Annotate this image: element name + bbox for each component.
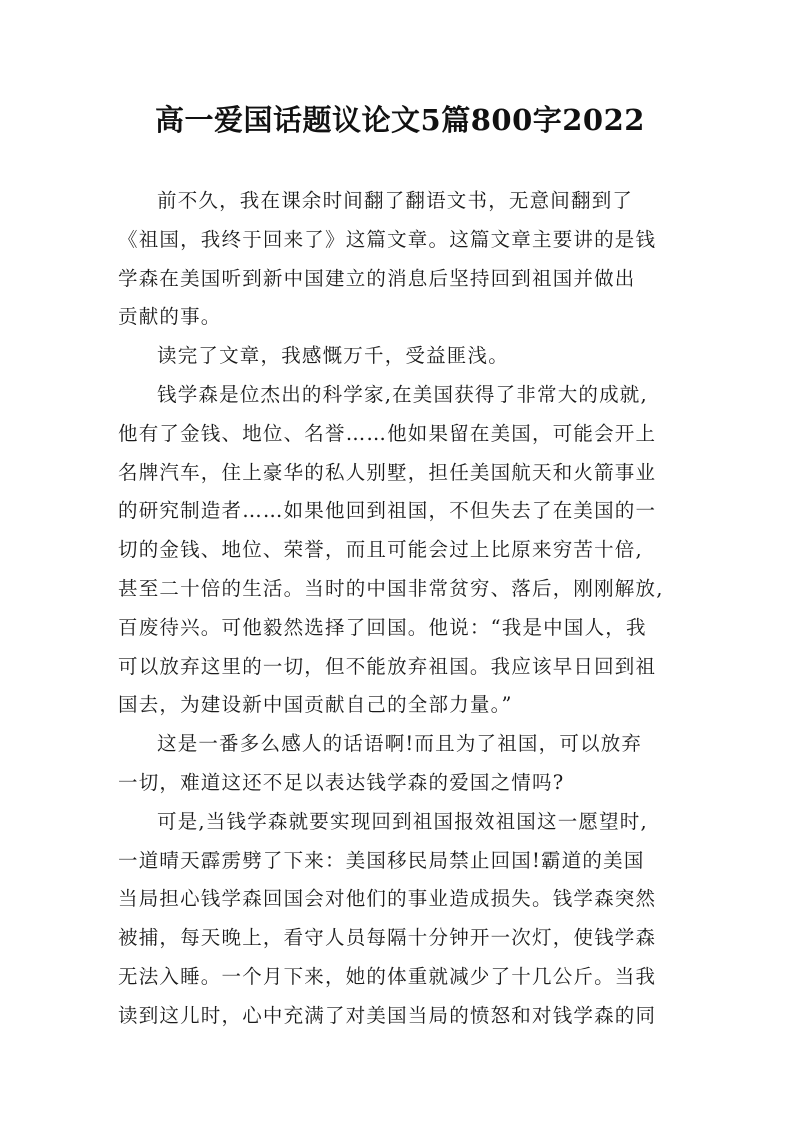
text-line: 《祖国，我终于回来了》这篇文章。这篇文章主要讲的是钱 — [118, 227, 657, 251]
text-line: 这是一番多么感人的话语啊!而且为了祖国，可以放弃 — [157, 732, 643, 756]
text-line: 前不久，我在课余时间翻了翻语文书，无意间翻到了 — [157, 189, 634, 212]
paragraph-2 — [118, 337, 690, 376]
document-body — [118, 182, 690, 1036]
paragraph-4 — [118, 725, 690, 803]
text-line: 被捕，每天晚上，看守人员每隔十分钟开一次灯，使钱学森 — [118, 926, 657, 950]
text-line: 国去，为建设新中国贡献自己的全部力量。” — [118, 693, 513, 717]
text-line: 钱学森是位杰出的科学家,在美国获得了非常大的成就, — [157, 382, 648, 406]
text-line: 可是,当钱学森就要实现回到祖国报效祖国这一愿望时, — [157, 809, 648, 833]
text-line: 切的金钱、地位、荣誉，而且可能会过上比原来穷苦十倍, — [118, 538, 643, 562]
text-line: 他有了金钱、地位、名誉……他如果留在美国，可能会开上 — [118, 421, 657, 445]
text-line: 读完了文章，我感慨万千，受益匪浅。 — [157, 344, 509, 368]
text-line: 可以放弃这里的一切，但不能放弃祖国。我应该早日回到祖 — [118, 654, 657, 678]
text-line: 读到这儿时，心中充满了对美国当局的愤怒和对钱学森的同 — [118, 1003, 657, 1027]
text-line: 甚至二十倍的生活。当时的中国非常贫穷、落后，刚刚解放, — [118, 576, 664, 600]
paragraph-1 — [118, 182, 690, 337]
text-line: 一切，难道这还不足以表达钱学森的爱国之情吗? — [118, 770, 565, 794]
text-line: 无法入睡。一个月下来，她的体重就减少了十几公斤。当我 — [118, 964, 657, 988]
text-line: 的研究制造者……如果他回到祖国，不但失去了在美国的一 — [118, 499, 657, 523]
text-line: 一道晴天霹雳劈了下来：美国移民局禁止回国!霸道的美国 — [118, 848, 645, 872]
document-title: 高一爱国话题议论文5篇800字2022 — [155, 103, 645, 137]
text-line: 名牌汽车，住上豪华的私人别墅，担任美国航天和火箭事业 — [118, 460, 657, 484]
text-line: 学森在美国听到新中国建立的消息后坚持回到祖国并做出 — [118, 266, 636, 290]
paragraph-5 — [118, 803, 690, 1036]
text-line: 当局担心钱学森回国会对他们的事业造成损失。钱学森突然 — [118, 887, 657, 911]
text-line: 百废待兴。可他毅然选择了回国。他说：“我是中国人，我 — [118, 615, 647, 639]
paragraph-3 — [118, 376, 690, 725]
text-line: 贡献的事。 — [118, 305, 222, 329]
